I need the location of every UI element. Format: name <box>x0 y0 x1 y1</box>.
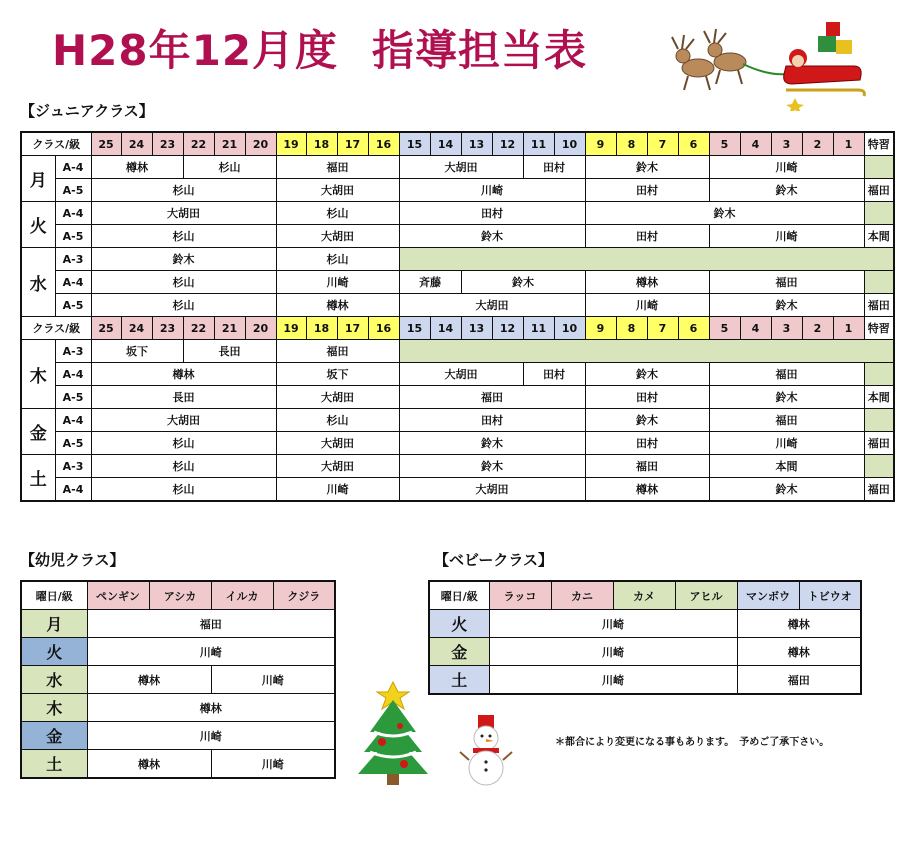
kids-row <box>21 722 335 750</box>
instructor-cell: 鈴木 <box>709 478 864 502</box>
grade-header: 20 <box>245 317 276 340</box>
grade-header: 1 <box>833 132 864 156</box>
instructor-cell: 福田 <box>276 156 399 179</box>
instructor-cell: 樽林 <box>585 271 709 294</box>
junior-header-row <box>21 132 894 156</box>
grade-header: 8 <box>616 132 647 156</box>
grade-header: 7 <box>647 132 678 156</box>
grade-header: 17 <box>337 132 368 156</box>
kids-row <box>21 610 335 638</box>
grade-header: 23 <box>152 132 183 156</box>
grade-header: 19 <box>276 317 306 340</box>
kids-row <box>21 750 335 779</box>
instructor-cell: 田村 <box>585 179 709 202</box>
grade-header: 2 <box>802 317 833 340</box>
day-label-tue: 火 <box>21 202 55 248</box>
instructor-cell: 杉山 <box>91 271 276 294</box>
instructor-cell: 福田 <box>399 386 585 409</box>
grade-header: 25 <box>91 317 121 340</box>
day-label-sat: 土 <box>21 455 55 502</box>
instructor-cell: 鈴木 <box>709 179 864 202</box>
grade-header: 15 <box>399 132 430 156</box>
instructor-cell: 川崎 <box>211 666 335 694</box>
level-label: A-3 <box>55 248 91 271</box>
instructor-cell: 杉山 <box>91 455 276 478</box>
instructor-cell: 杉山 <box>276 248 399 271</box>
title-month: H28年12月度 <box>52 26 339 75</box>
day-label-fri: 金 <box>21 409 55 455</box>
baby-section-heading: 【ベビークラス】 <box>434 551 553 569</box>
instructor-cell: 田村 <box>523 156 585 179</box>
instructor-cell: 樽林 <box>276 294 399 317</box>
junior-row-thu-a5 <box>21 386 894 409</box>
tokurei-cell <box>864 271 894 294</box>
tokurei-cell: 福田 <box>864 294 894 317</box>
instructor-cell: 樽林 <box>737 638 861 666</box>
instructor-cell: 杉山 <box>183 156 276 179</box>
tokurei-cell <box>864 409 894 432</box>
instructor-cell: 大胡田 <box>276 455 399 478</box>
day-label-thu: 木 <box>21 340 55 409</box>
kids-row <box>21 694 335 722</box>
instructor-cell: 大胡田 <box>399 294 585 317</box>
instructor-cell: 川崎 <box>87 722 335 750</box>
grade-header: 3 <box>771 132 802 156</box>
grade-header: 24 <box>121 317 152 340</box>
instructor-cell: 川崎 <box>585 294 709 317</box>
junior-row-thu-a4 <box>21 363 894 386</box>
instructor-cell: 鈴木 <box>461 271 585 294</box>
level-label: A-4 <box>55 363 91 386</box>
baby-row <box>429 638 861 666</box>
level-label: A-3 <box>55 455 91 478</box>
instructor-cell: 坂下 <box>91 340 183 363</box>
tokurei-cell: 本間 <box>864 386 894 409</box>
kids-day-label: 水 <box>21 666 87 694</box>
christmas-tree-icon <box>354 676 432 786</box>
grade-header: 13 <box>461 317 492 340</box>
instructor-cell: 樽林 <box>91 156 183 179</box>
kids-section-heading: 【幼児クラス】 <box>20 551 125 569</box>
grade-header: 19 <box>276 132 306 156</box>
junior-section-heading: 【ジュニアクラス】 <box>20 102 154 120</box>
grade-header: 10 <box>554 317 585 340</box>
instructor-cell: 福田 <box>87 610 335 638</box>
instructor-cell: 長田 <box>91 386 276 409</box>
junior-row-mon-a5 <box>21 179 894 202</box>
grade-header: 9 <box>585 317 616 340</box>
tokurei-cell <box>864 455 894 478</box>
grade-header: 25 <box>91 132 121 156</box>
instructor-cell: 大胡田 <box>91 202 276 225</box>
kids-class-header: イルカ <box>211 581 273 610</box>
instructor-cell: 川崎 <box>87 638 335 666</box>
level-label: A-4 <box>55 271 91 294</box>
kids-header-row <box>21 581 335 610</box>
baby-schedule-table <box>428 580 862 695</box>
kids-day-label: 金 <box>21 722 87 750</box>
junior-row-wed-a5 <box>21 294 894 317</box>
tokurei-header: 特習 <box>864 132 894 156</box>
kids-row <box>21 666 335 694</box>
instructor-cell: 坂下 <box>276 363 399 386</box>
instructor-cell: 大胡田 <box>276 386 399 409</box>
instructor-cell: 樽林 <box>737 610 861 638</box>
instructor-cell: 福田 <box>709 271 864 294</box>
level-label: A-4 <box>55 202 91 225</box>
tokurei-cell <box>864 156 894 179</box>
junior-header-row <box>21 317 894 340</box>
instructor-cell: 田村 <box>585 225 709 248</box>
instructor-cell: 福田 <box>737 666 861 695</box>
title-main: 指導担当表 <box>372 26 588 75</box>
instructor-cell: 川崎 <box>211 750 335 779</box>
instructor-cell: 大胡田 <box>399 363 523 386</box>
instructor-cell: 川崎 <box>489 610 737 638</box>
instructor-cell: 樽林 <box>87 666 211 694</box>
instructor-cell: 鈴木 <box>585 202 864 225</box>
reindeer-sleigh-icon <box>668 16 868 111</box>
instructor-cell: 大胡田 <box>399 156 523 179</box>
kids-day-label: 火 <box>21 638 87 666</box>
level-label: A-5 <box>55 225 91 248</box>
instructor-cell: 樽林 <box>91 363 276 386</box>
instructor-cell: 川崎 <box>489 666 737 695</box>
junior-row-thu-a3 <box>21 340 894 363</box>
instructor-cell: 大胡田 <box>91 409 276 432</box>
junior-row-tue-a5 <box>21 225 894 248</box>
instructor-cell: 川崎 <box>709 432 864 455</box>
grade-header: 13 <box>461 132 492 156</box>
kids-class-header: クジラ <box>273 581 335 610</box>
grade-header: 12 <box>492 132 523 156</box>
instructor-cell: 鈴木 <box>709 294 864 317</box>
instructor-cell: 樽林 <box>585 478 709 502</box>
level-label: A-5 <box>55 179 91 202</box>
junior-header-label: クラス/級 <box>21 317 91 340</box>
baby-day-label: 火 <box>429 610 489 638</box>
instructor-cell: 川崎 <box>276 271 399 294</box>
grade-header: 4 <box>740 132 771 156</box>
kids-class-header: アシカ <box>149 581 211 610</box>
instructor-cell: 川崎 <box>489 638 737 666</box>
junior-schedule-table <box>20 131 895 502</box>
level-label: A-4 <box>55 409 91 432</box>
grade-header: 4 <box>740 317 771 340</box>
instructor-cell: 鈴木 <box>585 409 709 432</box>
tokurei-cell: 福田 <box>864 179 894 202</box>
grade-header: 14 <box>430 317 461 340</box>
grade-header: 6 <box>678 132 709 156</box>
level-label: A-4 <box>55 156 91 179</box>
grade-header: 22 <box>183 132 214 156</box>
level-label: A-3 <box>55 340 91 363</box>
grade-header: 11 <box>523 132 554 156</box>
instructor-cell: 本間 <box>709 455 864 478</box>
instructor-cell: 田村 <box>399 202 585 225</box>
junior-row-wed-a4 <box>21 271 894 294</box>
grade-header: 14 <box>430 132 461 156</box>
grade-header: 12 <box>492 317 523 340</box>
grade-header: 7 <box>647 317 678 340</box>
junior-row-sat-a3 <box>21 455 894 478</box>
empty-cell <box>399 248 894 271</box>
instructor-cell: 川崎 <box>276 478 399 502</box>
grade-header: 6 <box>678 317 709 340</box>
grade-header: 2 <box>802 132 833 156</box>
baby-class-header: マンボウ <box>737 581 799 610</box>
baby-class-header: カメ <box>613 581 675 610</box>
instructor-cell: 鈴木 <box>399 455 585 478</box>
junior-row-fri-a5 <box>21 432 894 455</box>
day-label-wed: 水 <box>21 248 55 317</box>
instructor-cell: 杉山 <box>276 409 399 432</box>
tokurei-cell: 福田 <box>864 478 894 502</box>
grade-header: 3 <box>771 317 802 340</box>
junior-row-fri-a4 <box>21 409 894 432</box>
instructor-cell: 大胡田 <box>276 225 399 248</box>
kids-class-header: ペンギン <box>87 581 149 610</box>
kids-header-label: 曜日/級 <box>21 581 87 610</box>
level-label: A-5 <box>55 294 91 317</box>
kids-day-label: 月 <box>21 610 87 638</box>
grade-header: 17 <box>337 317 368 340</box>
instructor-cell: 杉山 <box>91 225 276 248</box>
disclaimer-note: ＊都合により変更になる事もあります。 予めご了承下さい。 <box>555 737 830 748</box>
instructor-cell: 福田 <box>276 340 399 363</box>
tokurei-cell: 本間 <box>864 225 894 248</box>
grade-header: 8 <box>616 317 647 340</box>
instructor-cell: 大胡田 <box>399 478 585 502</box>
instructor-cell: 杉山 <box>91 432 276 455</box>
instructor-cell: 杉山 <box>91 179 276 202</box>
kids-row <box>21 638 335 666</box>
grade-header: 20 <box>245 132 276 156</box>
grade-header: 15 <box>399 317 430 340</box>
instructor-cell: 福田 <box>709 409 864 432</box>
instructor-cell: 杉山 <box>91 294 276 317</box>
grade-header: 18 <box>306 132 337 156</box>
baby-row <box>429 610 861 638</box>
junior-row-tue-a4 <box>21 202 894 225</box>
grade-header: 16 <box>368 317 399 340</box>
page-title <box>52 18 587 78</box>
baby-class-header: トビウオ <box>799 581 861 610</box>
instructor-cell: 鈴木 <box>585 156 709 179</box>
instructor-cell: 川崎 <box>709 225 864 248</box>
instructor-cell: 鈴木 <box>585 363 709 386</box>
instructor-cell: 斉藤 <box>399 271 461 294</box>
grade-header: 11 <box>523 317 554 340</box>
empty-cell <box>399 340 894 363</box>
instructor-cell: 田村 <box>399 409 585 432</box>
tokurei-cell: 福田 <box>864 432 894 455</box>
instructor-cell: 大胡田 <box>276 179 399 202</box>
grade-header: 5 <box>709 132 740 156</box>
kids-day-label: 木 <box>21 694 87 722</box>
baby-class-header: カニ <box>551 581 613 610</box>
baby-header-row <box>429 581 861 610</box>
junior-row-mon-a4 <box>21 156 894 179</box>
instructor-cell: 杉山 <box>91 478 276 502</box>
baby-header-label: 曜日/級 <box>429 581 489 610</box>
tokurei-cell <box>864 363 894 386</box>
kids-day-label: 土 <box>21 750 87 779</box>
grade-header: 1 <box>833 317 864 340</box>
baby-class-header: ラッコ <box>489 581 551 610</box>
snowman-icon <box>458 712 514 788</box>
baby-class-header: アヒル <box>675 581 737 610</box>
grade-header: 5 <box>709 317 740 340</box>
instructor-cell: 樽林 <box>87 750 211 779</box>
level-label: A-5 <box>55 432 91 455</box>
kids-schedule-table <box>20 580 336 779</box>
grade-header: 18 <box>306 317 337 340</box>
instructor-cell: 鈴木 <box>399 225 585 248</box>
instructor-cell: 福田 <box>585 455 709 478</box>
grade-header: 21 <box>214 317 245 340</box>
tokurei-header: 特習 <box>864 317 894 340</box>
baby-day-label: 金 <box>429 638 489 666</box>
grade-header: 22 <box>183 317 214 340</box>
level-label: A-5 <box>55 386 91 409</box>
grade-header: 10 <box>554 132 585 156</box>
instructor-cell: 樽林 <box>87 694 335 722</box>
junior-row-sat-a4 <box>21 478 894 502</box>
instructor-cell: 鈴木 <box>91 248 276 271</box>
grade-header: 16 <box>368 132 399 156</box>
instructor-cell: 長田 <box>183 340 276 363</box>
instructor-cell: 田村 <box>585 386 709 409</box>
instructor-cell: 鈴木 <box>399 432 585 455</box>
instructor-cell: 田村 <box>585 432 709 455</box>
tokurei-cell <box>864 202 894 225</box>
instructor-cell: 大胡田 <box>276 432 399 455</box>
junior-row-wed-a3 <box>21 248 894 271</box>
instructor-cell: 福田 <box>709 363 864 386</box>
instructor-cell: 川崎 <box>399 179 585 202</box>
instructor-cell: 田村 <box>523 363 585 386</box>
day-label-mon: 月 <box>21 156 55 202</box>
grade-header: 24 <box>121 132 152 156</box>
instructor-cell: 杉山 <box>276 202 399 225</box>
junior-header-label: クラス/級 <box>21 132 91 156</box>
grade-header: 23 <box>152 317 183 340</box>
grade-header: 9 <box>585 132 616 156</box>
instructor-cell: 鈴木 <box>709 386 864 409</box>
level-label: A-4 <box>55 478 91 502</box>
grade-header: 21 <box>214 132 245 156</box>
baby-row <box>429 666 861 695</box>
instructor-cell: 川崎 <box>709 156 864 179</box>
baby-day-label: 土 <box>429 666 489 695</box>
